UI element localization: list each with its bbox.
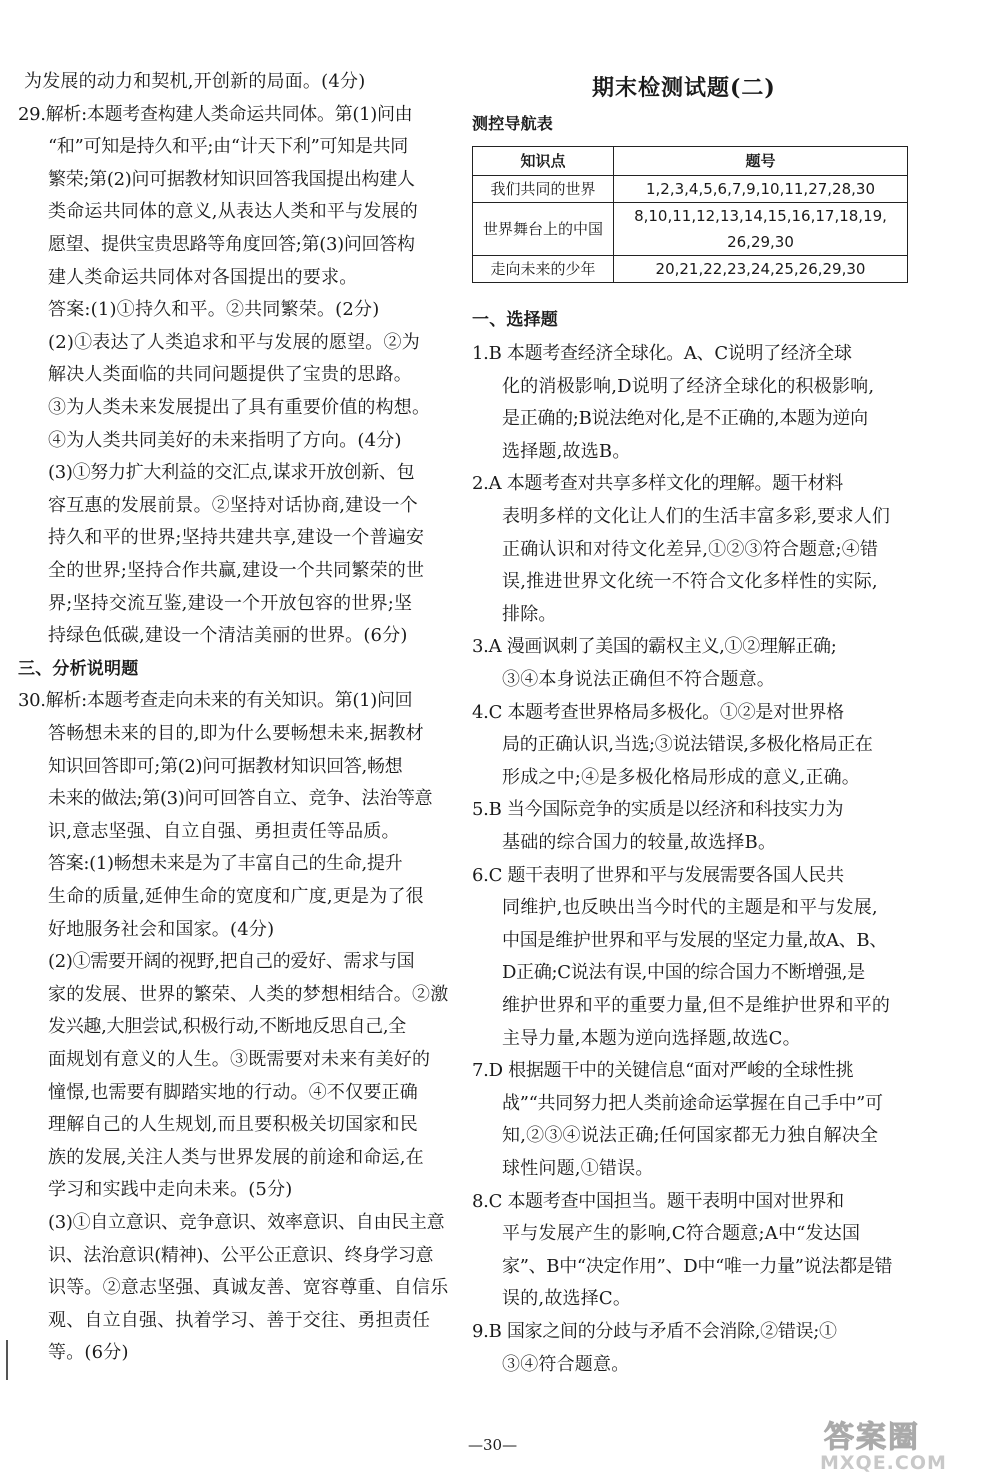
text-line: 家的发展、世界的繁荣、人类的梦想相结合。②激	[48, 983, 449, 1005]
nav-table-header-topic: 知识点	[473, 147, 614, 176]
answer-line: 家”、B中“决定作用”、D中“唯一力量”说法都是错	[502, 1255, 893, 1277]
text-line: (2)①表达了人类追求和平与发展的愿望。②为	[48, 331, 420, 353]
text-line: 识,意志坚强、自立自强、勇担责任等品质。	[48, 820, 400, 842]
answer-line: 1.B 本题考查经济全球化。A、C说明了经济全球	[472, 343, 852, 364]
answer-line: 中国是维护世界和平与发展的坚定力量,故A、B、	[502, 929, 888, 951]
answer-line: 化的消极影响,D说明了经济全球化的积极影响,	[502, 375, 875, 397]
nav-table-row	[473, 176, 908, 203]
answer-line: 正确认识和对待文化差异,①②③符合题意;④错	[502, 538, 879, 560]
text-line: 学习和实践中走向未来。(5分)	[48, 1179, 293, 1201]
text-line: 类命运共同体的意义,从表达人类和平与发展的	[48, 201, 418, 223]
answer-line: 知,②③④说法正确;任何国家都无力独自解决全	[502, 1125, 879, 1147]
answer-line: 5.B 当今国际竞争的实质是以经济和科技实力为	[472, 799, 844, 821]
nav-table-header-questions: 题号	[614, 147, 908, 176]
nav-table-questions-cell	[614, 203, 908, 256]
answer-line: 表明多样的文化让人们的生活丰富多彩,要求人们	[502, 506, 891, 527]
text-line: 解决人类面临的共同问题提供了宝贵的思路。	[48, 364, 412, 386]
nav-table-title: 测控导航表	[472, 114, 554, 133]
text-line: 答案:(1)①持久和平。②共同繁荣。(2分)	[48, 299, 380, 321]
text-line: ③为人类未来发展提出了具有重要价值的构想。	[48, 397, 431, 418]
answer-line: 误,推进世界文化统一不符合文化多样性的实际,	[502, 571, 878, 593]
answer-line: 球性问题,①错误。	[502, 1158, 654, 1179]
text-line: 答畅想未来的目的,即为什么要畅想未来,据教材	[48, 723, 424, 744]
exam-title: 期末检测试题(二)	[592, 75, 776, 101]
text-line: 容互惠的发展前景。②坚持对话协商,建设一个	[48, 494, 418, 516]
answer-line: 战”“共同努力把人类前途命运掌握在自己手中”可	[502, 1092, 883, 1114]
answer-line: 维护世界和平的重要力量,但不是维护世界和平的	[502, 995, 891, 1016]
text-line: 29.解析:本题考查构建人类命运共同体。第(1)问由	[18, 103, 413, 125]
answer-line: 误的,故选择C。	[502, 1288, 632, 1310]
text-line: 理解自己的人生规划,而且要积极关切国家和民	[48, 1114, 418, 1136]
answer-line: ③④本身说法正确但不符合题意。	[502, 669, 775, 690]
answer-line: ③④符合题意。	[502, 1353, 630, 1375]
nav-table-questions-line: 1,2,3,4,5,6,7,9,10,11,27,28,30	[646, 180, 875, 198]
answer-line: 2.A 本题考查对共享多样文化的理解。题干材料	[472, 473, 843, 495]
nav-table-questions-line: 8,10,11,12,13,14,15,16,17,18,19,	[634, 207, 887, 225]
nav-table-questions-cell	[614, 256, 908, 283]
answer-line: 6.C 题干表明了世界和平与发展需要各国人民共	[472, 864, 844, 886]
text-line: (2)①需要开阔的视野,把自己的爱好、需求与国	[48, 951, 415, 973]
text-line: 知识回答即可;第(2)问可据教材知识回答,畅想	[48, 755, 403, 777]
text-line: 繁荣;第(2)问可据教材知识回答我国提出构建人	[48, 168, 415, 190]
nav-table-questions-line: 26,29,30	[727, 233, 794, 251]
text-line: 30.解析:本题考查走向未来的有关知识。第(1)问回	[18, 690, 413, 712]
text-line: “和”可知是持久和平;由“计天下利”可知是共同	[48, 136, 408, 158]
text-line: 憧憬,也需要有脚踏实地的行动。④不仅要正确	[48, 1081, 418, 1103]
watermark	[820, 1412, 992, 1478]
nav-table-questions-cell	[614, 176, 908, 203]
text-line: 生命的质量,延伸生命的宽度和广度,更是为了很	[48, 886, 424, 907]
nav-table-topic-cell: 我们共同的世界	[473, 176, 614, 203]
margin-bracket	[6, 1340, 10, 1380]
watermark-logo: 答案圈	[824, 1420, 920, 1455]
answer-line: 8.C 本题考查中国担当。题干表明中国对世界和	[472, 1190, 844, 1212]
nav-table-row	[473, 203, 908, 256]
section-heading-choice: 一、选择题	[472, 310, 558, 330]
answer-line: 9.B 国家之间的分歧与矛盾不会消除,②错误;①	[472, 1321, 837, 1342]
text-line: (3)①努力扩大利益的交汇点,谋求开放创新、包	[48, 462, 415, 484]
answer-line: 3.A 漫画讽刺了美国的霸权主义,①②理解正确;	[472, 636, 837, 658]
watermark-url: MXQE.COM	[820, 1452, 947, 1474]
text-line: 为发展的动力和契机,开创新的局面。(4分)	[24, 71, 366, 92]
answer-line: 7.D 根据题干中的关键信息“面对严峻的全球性挑	[472, 1060, 854, 1082]
text-line: 等。(6分)	[48, 1342, 129, 1364]
page-number: —30—	[468, 1436, 518, 1454]
text-line: 答案:(1)畅想未来是为了丰富自己的生命,提升	[48, 853, 403, 875]
answer-line: 形成之中;④是多极化格局形成的意义,正确。	[502, 766, 860, 788]
text-line: 持绿色低碳,建设一个清洁美丽的世界。(6分)	[48, 625, 408, 647]
text-line: (3)①自立意识、竞争意识、效率意识、自由民主意	[48, 1212, 445, 1233]
text-line: 发兴趣,大胆尝试,积极行动,不断地反思自己,全	[48, 1016, 406, 1038]
answer-line: 局的正确认识,当选;③说法错误,多极化格局正在	[502, 734, 873, 756]
text-line: 识、法治意识(精神)、公平公正意识、终身学习意	[48, 1244, 434, 1266]
answer-line: 主导力量,本题为逆向选择题,故选C。	[502, 1027, 801, 1049]
answer-line: D正确;C说法有误,中国的综合国力不断增强,是	[502, 962, 865, 984]
text-line: 好地服务社会和国家。(4分)	[48, 918, 275, 940]
answer-line: 基础的综合国力的较量,故选择B。	[502, 832, 777, 853]
nav-table-questions-line: 20,21,22,23,24,25,26,29,30	[655, 260, 866, 278]
answer-line: 排除。	[502, 603, 557, 625]
text-line: 持久和平的世界;坚持共建共享,建设一个普遍安	[48, 527, 425, 549]
answer-line: 4.C 本题考查世界格局多极化。①②是对世界格	[472, 701, 844, 723]
nav-table	[472, 146, 908, 283]
text-line: 界;坚持交流互鉴,建设一个开放包容的世界;坚	[48, 592, 413, 614]
answer-line: 是正确的;B说法绝对化,是不正确的,本题为逆向	[502, 408, 868, 430]
answer-line: 选择题,故选B。	[502, 440, 631, 462]
text-line: 观、自立自强、执着学习、善于交往、勇担责任	[48, 1309, 431, 1331]
text-line: ④为人类共同美好的未来指明了方向。(4分)	[48, 429, 402, 451]
answer-line: 同维护,也反映出当今时代的主题是和平与发展,	[502, 897, 878, 919]
text-line: 识等。②意志坚强、真诚友善、宽容尊重、自信乐	[48, 1277, 449, 1299]
text-line: 建人类命运共同体对各国提出的要求。	[48, 266, 358, 288]
text-line: 族的发展,关注人类与世界发展的前途和命运,在	[48, 1146, 424, 1168]
text-line: 未来的做法;第(3)问可回答自立、竞争、法治等意	[48, 788, 433, 810]
nav-table-topic-cell: 走向未来的少年	[473, 256, 614, 283]
text-line: 愿望、提供宝贵思路等角度回答;第(3)问回答构	[48, 234, 415, 255]
text-line: 全的世界;坚持合作共赢,建设一个共同繁荣的世	[48, 560, 425, 581]
nav-table-row	[473, 256, 908, 283]
text-line: 面规划有意义的人生。③既需要对未来有美好的	[48, 1049, 431, 1070]
nav-table-topic-cell: 世界舞台上的中国	[473, 203, 614, 256]
section-heading: 三、分析说明题	[18, 658, 139, 679]
answer-line: 平与发展产生的影响,C符合题意;A中“发达国	[502, 1223, 861, 1245]
